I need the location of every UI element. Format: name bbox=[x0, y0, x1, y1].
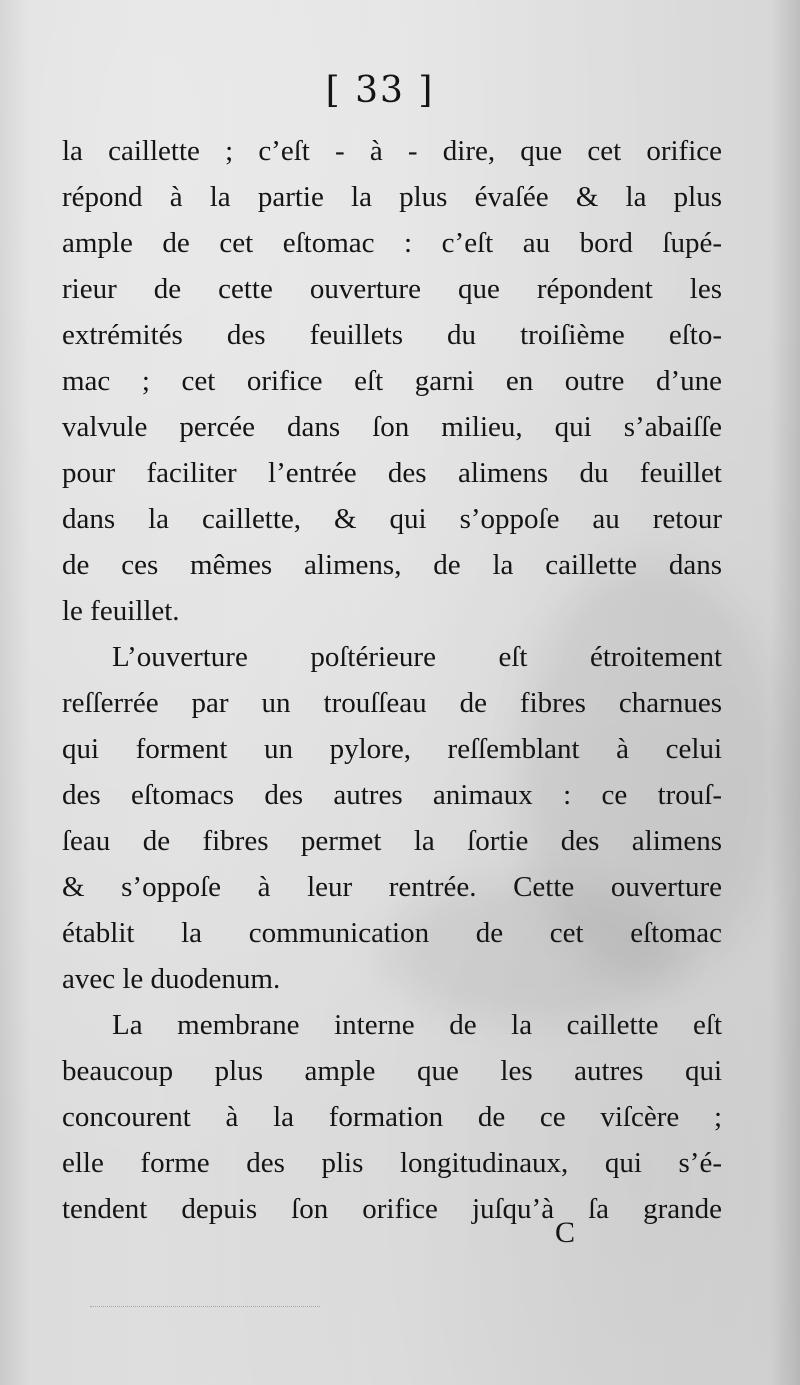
paragraph bbox=[62, 634, 722, 1002]
body-text bbox=[62, 128, 722, 1232]
text-line: reſſerrée par un trouſſeau de fibres charnues bbox=[62, 687, 722, 719]
paragraph bbox=[62, 128, 722, 634]
text-line: valvule percée dans ſon milieu, qui s’abaiſſe bbox=[62, 411, 722, 443]
text-line: de ces mêmes alimens, de la caillette dans bbox=[62, 549, 722, 581]
text-line: le feuillet. bbox=[62, 595, 180, 627]
text-line: qui forment un pylore, reſſemblant à celui bbox=[62, 733, 722, 765]
signature-mark: C bbox=[554, 1216, 575, 1249]
text-line: tendent depuis ſon orifice juſqu’à ſa grande bbox=[62, 1193, 722, 1225]
text-line: concourent à la formation de ce viſcère ; bbox=[62, 1101, 722, 1133]
text-line: ſeau de fibres permet la ſortie des alimens bbox=[62, 825, 722, 857]
text-line: pour faciliter l’entrée des alimens du feuillet bbox=[62, 457, 722, 489]
paragraph bbox=[62, 1002, 722, 1232]
text-line: rieur de cette ouverture que répondent les bbox=[62, 273, 722, 305]
text-line: répond à la partie la plus évaſée & la plus bbox=[62, 181, 722, 213]
text-line: & s’oppoſe à leur rentrée. Cette ouverture bbox=[62, 871, 722, 903]
text-line: elle forme des plis longitudinaux, qui s’é- bbox=[62, 1147, 722, 1179]
text-line: avec le duodenum. bbox=[62, 963, 281, 995]
text-line: ample de cet eſtomac : c’eſt au bord ſupé- bbox=[62, 227, 722, 259]
page-number: [ 33 ] bbox=[325, 70, 435, 111]
text-line: la caillette ; c’eſt - à - dire, que cet orifice bbox=[62, 135, 722, 167]
text-line: établit la communication de cet eſtomac bbox=[62, 917, 722, 949]
footer-smudge bbox=[90, 1292, 320, 1307]
text-line: L’ouverture poſtérieure eſt étroitement bbox=[112, 641, 722, 673]
text-line: beaucoup plus ample que les autres qui bbox=[62, 1055, 722, 1087]
text-line: La membrane interne de la caillette eſt bbox=[112, 1009, 722, 1041]
text-line: extrémités des feuillets du troiſième eſto- bbox=[62, 319, 722, 351]
text-line: mac ; cet orifice eſt garni en outre d’une bbox=[62, 365, 722, 397]
text-line: des eſtomacs des autres animaux : ce trouſ- bbox=[62, 779, 722, 811]
text-line: dans la caillette, & qui s’oppoſe au retour bbox=[62, 503, 722, 535]
